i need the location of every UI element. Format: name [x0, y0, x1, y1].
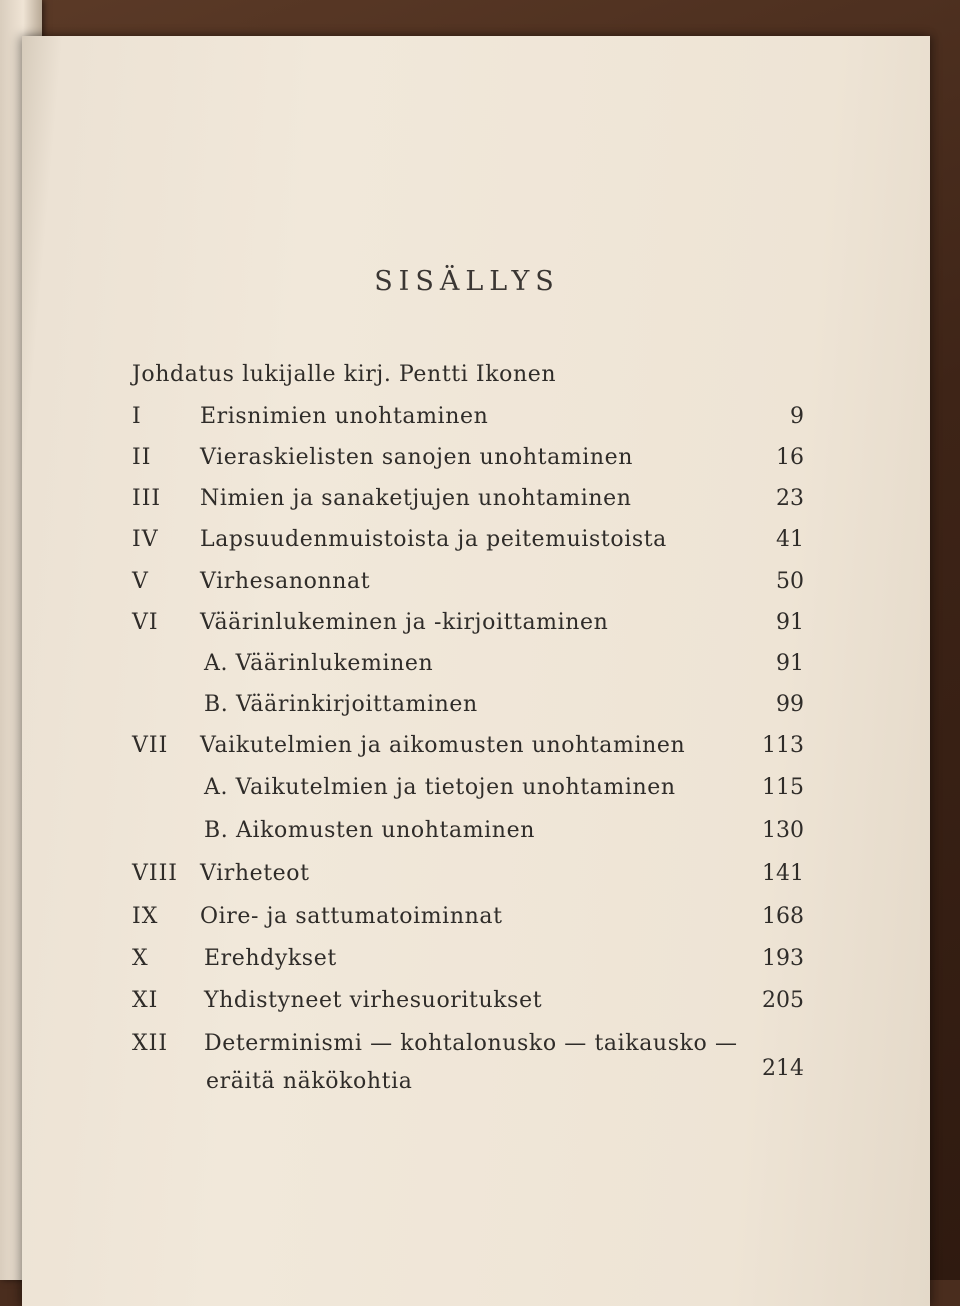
chapter-numeral: VI [132, 610, 159, 635]
page-number: 41 [776, 527, 804, 552]
toc-subentry [22, 775, 912, 809]
toc-entry [22, 486, 912, 520]
chapter-numeral: I [132, 404, 142, 429]
intro-line: Johdatus lukijalle kirj. Pentti Ikonen [132, 362, 557, 387]
page-number: 193 [762, 946, 804, 971]
page-number: 99 [776, 692, 804, 717]
toc-entry [22, 527, 912, 561]
toc-entry [22, 988, 912, 1022]
section-title: B. Väärinkirjoittaminen [204, 692, 478, 717]
toc-entry-page [22, 1056, 912, 1090]
chapter-numeral: IX [132, 904, 159, 929]
toc-entry [22, 733, 912, 767]
page-number: 141 [762, 861, 804, 886]
chapter-numeral: II [132, 445, 152, 470]
toc-entry [22, 904, 912, 938]
section-title: A. Vaikutelmien ja tietojen unohtaminen [204, 775, 676, 800]
chapter-title: Virhesanonnat [200, 569, 371, 594]
page-number: 23 [776, 486, 804, 511]
page-number: 50 [776, 569, 804, 594]
chapter-numeral: XI [132, 988, 159, 1013]
page-number: 115 [762, 775, 804, 800]
chapter-title: Erehdykset [204, 946, 337, 971]
page-number: 16 [776, 445, 804, 470]
chapter-numeral: VII [132, 733, 169, 758]
page-number: 91 [776, 610, 804, 635]
chapter-title: Nimien ja sanaketjujen unohtaminen [200, 486, 632, 511]
chapter-title: Determinismi — kohtalonusko — taikausko — [204, 1031, 738, 1056]
chapter-numeral: III [132, 486, 162, 511]
page-number: 113 [762, 733, 804, 758]
page-title: SISÄLLYS [374, 266, 560, 297]
page-number: 214 [762, 1056, 804, 1081]
page-number: 91 [776, 651, 804, 676]
section-title: B. Aikomusten unohtaminen [204, 818, 535, 843]
toc-entry [22, 445, 912, 479]
page-number: 9 [790, 404, 804, 429]
chapter-title: Yhdistyneet virhesuoritukset [204, 988, 543, 1013]
chapter-title: Lapsuudenmuistoista ja peitemuistoista [200, 527, 667, 552]
toc-entry [22, 569, 912, 603]
section-title: A. Väärinlukeminen [204, 651, 434, 676]
chapter-numeral: IV [132, 527, 159, 552]
toc-entry [22, 946, 912, 980]
chapter-numeral: V [132, 569, 149, 594]
page-number: 205 [762, 988, 804, 1013]
toc-subentry [22, 651, 912, 685]
chapter-title: Vaikutelmien ja aikomusten unohtaminen [200, 733, 686, 758]
chapter-title: Vieraskielisten sanojen unohtaminen [200, 445, 634, 470]
chapter-title: Virheteot [200, 861, 310, 886]
toc-entry [22, 404, 912, 438]
chapter-title: Väärinlukeminen ja -kirjoittaminen [200, 610, 609, 635]
book-page [22, 36, 930, 1306]
chapter-numeral: VIII [132, 861, 178, 886]
page-number: 168 [762, 904, 804, 929]
chapter-title-continued: eräitä näkökohtia [206, 1069, 413, 1094]
toc-entry [22, 610, 912, 644]
chapter-numeral: X [132, 946, 149, 971]
chapter-title: Erisnimien unohtaminen [200, 404, 489, 429]
page-number: 130 [762, 818, 804, 843]
toc-subentry [22, 692, 912, 726]
chapter-numeral: XII [132, 1031, 169, 1056]
toc-subentry [22, 818, 912, 852]
chapter-title: Oire- ja sattumatoiminnat [200, 904, 503, 929]
toc-entry [22, 861, 912, 895]
